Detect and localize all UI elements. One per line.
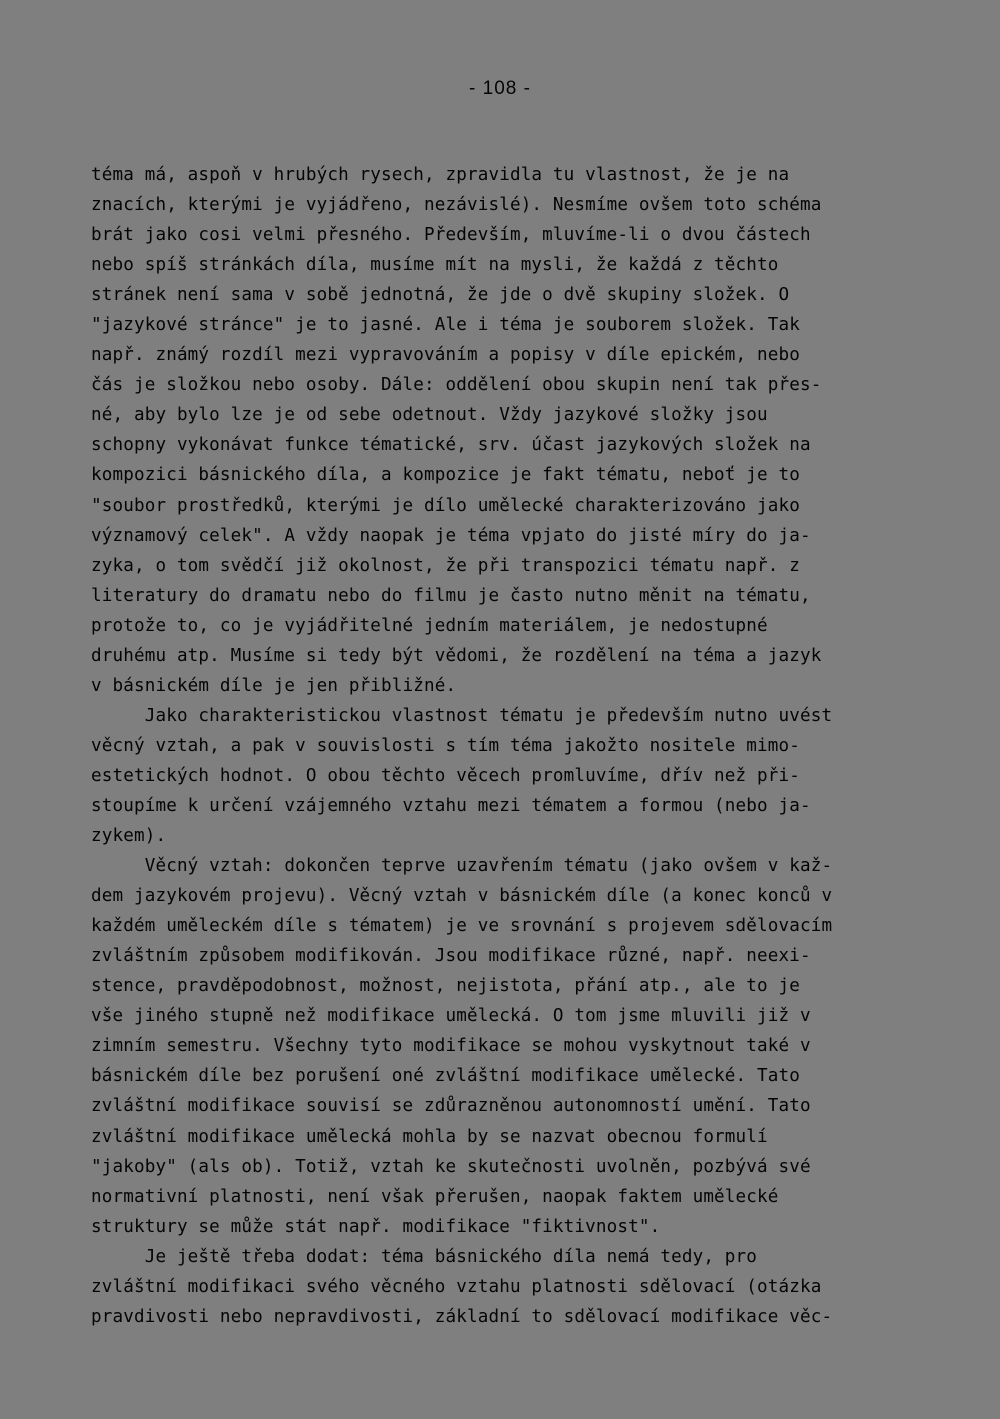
text-line: stránek není sama v sobě jednotná, že jde o dvě skupiny složek. O [91,285,790,306]
text-line: druhému atp. Musíme si tedy být vědomi, že rozdělení na téma a jazyk [91,645,822,666]
text-line: kompozici básnického díla, a kompozice je fakt tématu, neboť je to [91,465,800,486]
text-line: estetických hodnot. O obou těchto věcech promluvíme, dřív než při- [91,765,800,786]
text-line: zvláštní modifikace souvisí se zdůrazněnou autonomností umění. Tato [91,1096,811,1117]
text-line: zvláštním způsobem modifikován. Jsou modifikace různé, např. neexi- [91,946,811,967]
text-line: "jakoby" (als ob). Totiž, vztah ke skutečnosti uvolněn, pozbývá své [91,1156,811,1177]
text-line: básnickém díle bez porušení oné zvláštní modifikace umělecké. Tato [91,1066,800,1087]
text-line: Jako charakteristickou vlastnost tématu je především nutno uvést [91,705,833,726]
text-line: např. známý rozdíl mezi vypravováním a popisy v díle epickém, nebo [91,345,800,366]
text-line: stoupíme k určení vzájemného vztahu mezi tématem a formou (nebo ja- [91,795,811,816]
page-number: - 108 - [469,78,531,99]
text-line: struktury se může stát např. modifikace "fiktivnost". [91,1216,661,1237]
text-line: normativní platnosti, není však přerušen, naopak faktem umělecké [91,1186,779,1207]
text-line: nebo spíš stránkách díla, musíme mít na mysli, že každá z těchto [91,255,779,276]
text-line: zvláštní modifikace umělecká mohla by se nazvat obecnou formulí [91,1126,768,1147]
text-line: protože to, co je vyjádřitelné jedním materiálem, je nedostupné [91,615,768,636]
text-line: brát jako cosi velmi přesného. Především, mluvíme-li o dvou částech [91,225,811,246]
text-line: "soubor prostředků, kterými je dílo umělecké charakterizováno jako [91,495,800,516]
text-line: stence, pravděpodobnost, možnost, nejistota, přání atp., ale to je [91,976,800,997]
text-line: literatury do dramatu nebo do filmu je často nutno měnit na tématu, [91,585,811,606]
body-text [91,160,931,1332]
text-line: každém uměleckém díle s tématem) je ve srovnání s projevem sdělovacím [91,916,833,937]
text-line: dem jazykovém projevu). Věcný vztah v básnickém díle (a konec konců v [91,886,833,907]
text-line: pravdivosti nebo nepravdivosti, základní to sdělovací modifikace věc- [91,1306,833,1327]
text-line: zvláštní modifikaci svého věcného vztahu platnosti sdělovací (otázka [91,1276,822,1297]
text-line: Je ještě třeba dodat: téma básnického díla nemá tedy, pro [91,1246,758,1267]
text-line: věcný vztah, a pak v souvislosti s tím téma jakožto nositele mimo- [91,735,800,756]
text-line: zyka, o tom svědčí již okolnost, že při transpozici tématu např. z [91,555,800,576]
text-line: téma má, aspoň v hrubých rysech, zpravidla tu vlastnost, že je na [91,165,790,185]
text-line: znacích, kterými je vyjádřeno, nezávislé). Nesmíme ovšem toto schéma [91,195,822,216]
text-line: čás je složkou nebo osoby. Dále: oddělení obou skupin není tak přes- [91,375,822,396]
text-line: schopny vykonávat funkce tématické, srv. účast jazykových složek na [91,435,811,456]
text-line: né, aby bylo lze je od sebe odetnout. Vždy jazykové složky jsou [91,405,768,426]
text-line: vše jiného stupně než modifikace umělecká. O tom jsme mluvili již v [91,1006,811,1027]
text-line: Věcný vztah: dokončen teprve uzavřením tématu (jako ovšem v kaž- [91,856,833,877]
text-line: zykem). [91,826,167,847]
text-line: v básnickém díle je jen přibližné. [91,675,457,696]
text-line: zimním semestru. Všechny tyto modifikace se mohou vyskytnout také v [91,1036,811,1057]
text-line: "jazykové stránce" je to jasné. Ale i téma je souborem složek. Tak [91,315,800,336]
text-line: významový celek". A vždy naopak je téma vpjato do jisté míry do ja- [91,525,811,546]
